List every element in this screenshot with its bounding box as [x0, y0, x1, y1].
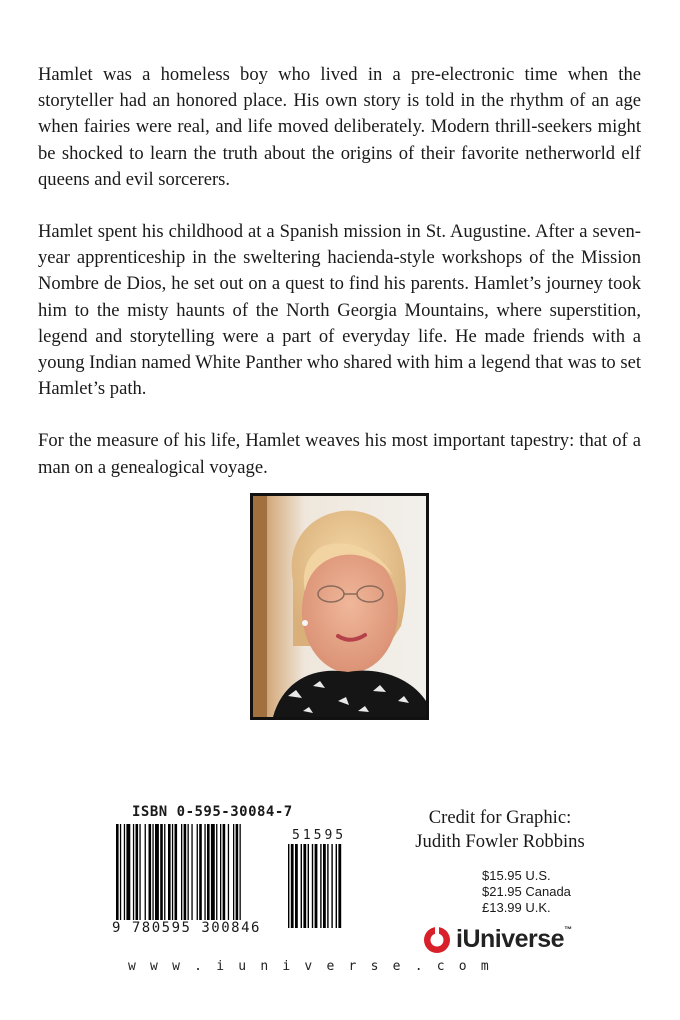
- credit-name: Judith Fowler Robbins: [415, 831, 585, 852]
- back-cover-blurb: [38, 62, 641, 507]
- trademark-symbol: ™: [564, 924, 572, 934]
- author-photo: [250, 493, 429, 720]
- iuniverse-logo: [422, 924, 572, 954]
- blurb-paragraph-3: For the measure of his life, Hamlet weaves his most important tapestry: that of a man on a genealogical voyage.: [38, 430, 641, 478]
- price-us: $15.95 U.S.: [482, 868, 551, 883]
- blurb-paragraph-1: Hamlet was a homeless boy who lived in a pre-electronic time when the storyteller had an honored place. His own story is told in the rhythm of an age when fairies were real, and life moved deliberately. Modern thrill-seekers might be shocked to learn the truth about the origins of their favorite netherworld elf queens and evil sorcerers.: [38, 64, 641, 190]
- publisher-name: iUniverse™: [456, 924, 572, 953]
- ean-digits: 9 780595 300846: [112, 920, 261, 936]
- publisher-url[interactable]: w w w . i u n i v e r s e . c o m: [128, 959, 492, 974]
- price-list: [482, 868, 571, 916]
- isbn-label: ISBN 0-595-30084-7: [132, 804, 293, 820]
- iuniverse-logo-icon: [422, 924, 452, 954]
- price-uk: £13.99 U.K.: [482, 900, 551, 915]
- isbn-barcode: [112, 804, 374, 944]
- credit-heading: Credit for Graphic:: [428, 807, 572, 828]
- blurb-paragraph-2: Hamlet spent his childhood at a Spanish mission in St. Augustine. After a seven-year apprenticeship in the sweltering hacienda-style workshops of the Mission Nombre de Dios, he set out on a quest to find his parents. Hamlet’s journey took him to the misty haunts of the North Georgia Mountains, where superstition, legend and storytelling were a part of everyday life. He made friends with a young Indian named White Panther who shared with him a legend that was to set Hamlet’s path.: [38, 221, 641, 400]
- price-canada: $21.95 Canada: [482, 884, 571, 899]
- price-code-digits: 51595: [292, 828, 347, 843]
- graphic-credit: [400, 806, 600, 854]
